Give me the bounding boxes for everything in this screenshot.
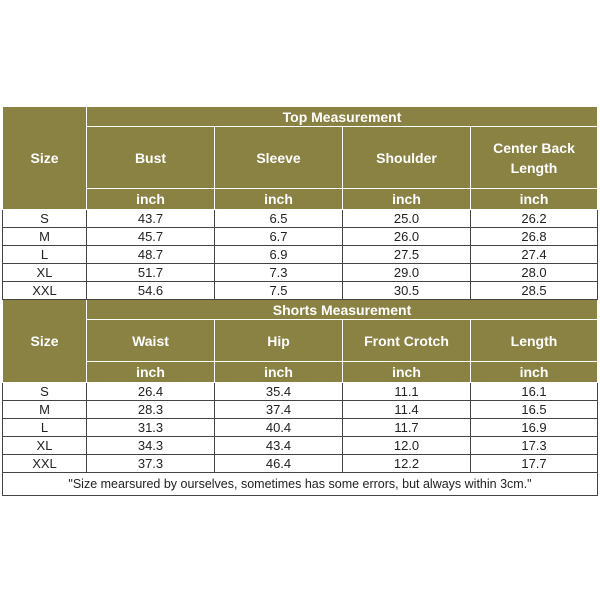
size-label: M [3,401,87,419]
table-cell: 40.4 [215,419,343,437]
shorts-size-header: Size [3,300,87,383]
shorts-unit: inch [343,362,471,383]
size-label: XL [3,264,87,282]
size-label: S [3,210,87,228]
top-col-bust: Bust [87,127,215,189]
table-cell: 28.0 [471,264,598,282]
size-chart-table [2,106,598,496]
table-cell: 6.5 [215,210,343,228]
table-cell: 30.5 [343,282,471,300]
shorts-unit: inch [215,362,343,383]
table-cell: 37.4 [215,401,343,419]
size-label: XXL [3,455,87,473]
size-label: XXL [3,282,87,300]
shorts-measurement-title: Shorts Measurement [87,300,598,320]
top-unit: inch [215,189,343,210]
top-col-shoulder: Shoulder [343,127,471,189]
shorts-col-waist: Waist [87,320,215,362]
table-row [3,282,598,300]
table-cell: 31.3 [87,419,215,437]
table-cell: 17.3 [471,437,598,455]
table-cell: 48.7 [87,246,215,264]
table-cell: 35.4 [215,383,343,401]
size-label: XL [3,437,87,455]
table-cell: 16.9 [471,419,598,437]
table-cell: 34.3 [87,437,215,455]
table-cell: 11.7 [343,419,471,437]
table-cell: 43.7 [87,210,215,228]
top-unit: inch [343,189,471,210]
table-row [3,210,598,228]
size-label: S [3,383,87,401]
size-label: L [3,419,87,437]
top-measurement-title: Top Measurement [87,107,598,127]
table-row [3,246,598,264]
table-cell: 27.4 [471,246,598,264]
table-cell: 11.1 [343,383,471,401]
table-cell: 51.7 [87,264,215,282]
table-cell: 45.7 [87,228,215,246]
top-size-header: Size [3,107,87,210]
table-row [3,383,598,401]
top-col-sleeve: Sleeve [215,127,343,189]
shorts-col-front-crotch: Front Crotch [343,320,471,362]
table-cell: 6.9 [215,246,343,264]
table-cell: 26.4 [87,383,215,401]
table-cell: 11.4 [343,401,471,419]
shorts-unit: inch [87,362,215,383]
table-cell: 12.2 [343,455,471,473]
table-cell: 29.0 [343,264,471,282]
top-col-center-back-length: Center Back Length [471,127,598,189]
table-cell: 54.6 [87,282,215,300]
table-cell: 17.7 [471,455,598,473]
table-cell: 28.3 [87,401,215,419]
table-cell: 26.0 [343,228,471,246]
table-row [3,228,598,246]
table-cell: 16.1 [471,383,598,401]
table-row [3,419,598,437]
shorts-col-hip: Hip [215,320,343,362]
table-row [3,455,598,473]
table-cell: 7.5 [215,282,343,300]
table-cell: 6.7 [215,228,343,246]
top-unit: inch [471,189,598,210]
size-label: M [3,228,87,246]
size-label: L [3,246,87,264]
table-cell: 25.0 [343,210,471,228]
top-unit: inch [87,189,215,210]
table-cell: 7.3 [215,264,343,282]
table-cell: 46.4 [215,455,343,473]
table-row [3,401,598,419]
table-cell: 28.5 [471,282,598,300]
table-cell: 27.5 [343,246,471,264]
measurement-note: "Size mearsured by ourselves, sometimes has some errors, but always within 3cm." [3,473,598,496]
shorts-unit: inch [471,362,598,383]
table-cell: 16.5 [471,401,598,419]
table-cell: 26.2 [471,210,598,228]
table-row [3,437,598,455]
table-cell: 26.8 [471,228,598,246]
table-cell: 12.0 [343,437,471,455]
table-cell: 43.4 [215,437,343,455]
shorts-col-length: Length [471,320,598,362]
table-cell: 37.3 [87,455,215,473]
table-row [3,264,598,282]
